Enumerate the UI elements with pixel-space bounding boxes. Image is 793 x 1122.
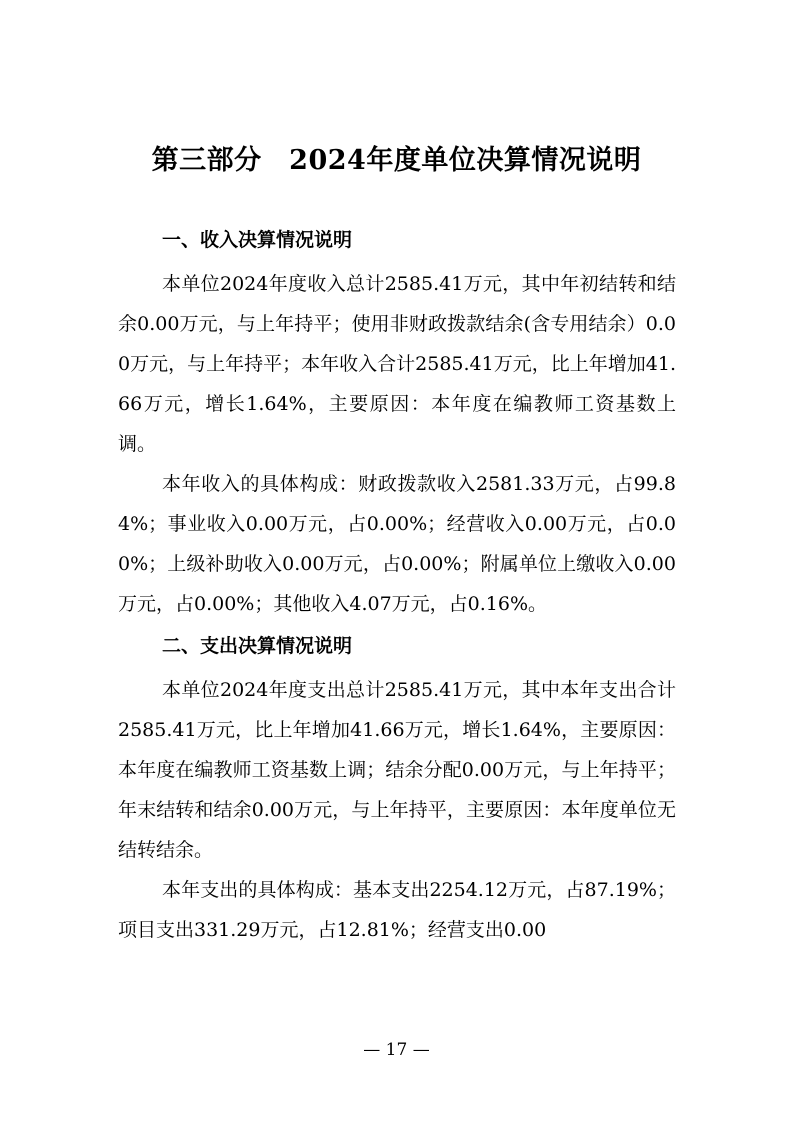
section-heading-income: 一、收入决算情况说明 — [162, 229, 353, 251]
income-summary-paragraph: 本单位2024年度收入总计2585.41万元，其中年初结转和结余0.00万元，与上年持平；使用非财政拨款结余(含专用结余）0.00万元，与上年持平；本年收入合计2585.41万元，比上年增加41.66万元，增长1.64%，主要原因：本年度在编教师工资基数上调。 — [118, 273, 676, 455]
section-heading-expenditure: 二、支出决算情况说明 — [162, 635, 353, 657]
page-number: — 17 — — [363, 1040, 430, 1060]
expenditure-composition-paragraph: 本年支出的具体构成：基本支出2254.12万元，占87.19%；项目支出331.29万元，占12.81%；经营支出0.00 — [118, 879, 676, 941]
page-title: 第三部分 2024年度单位决算情况说明 — [151, 145, 642, 176]
document-body — [118, 218, 676, 950]
expenditure-summary-paragraph: 本单位2024年度支出总计2585.41万元，其中本年支出合计2585.41万元，比上年增加41.66万元，增长1.64%，主要原因：本年度在编教师工资基数上调；结余分配0.00万元，与上年持平；年末结转和结余0.00万元，与上年持平，主要原因：本年度单位无结转结余。 — [118, 679, 676, 861]
income-composition-paragraph: 本年收入的具体构成：财政拨款收入2581.33万元，占99.84%；事业收入0.00万元，占0.00%；经营收入0.00万元，占0.00%；上级补助收入0.00万元，占0.00%；附属单位上缴收入0.00万元，占0.00%；其他收入4.07万元，占0.16%。 — [118, 473, 676, 615]
